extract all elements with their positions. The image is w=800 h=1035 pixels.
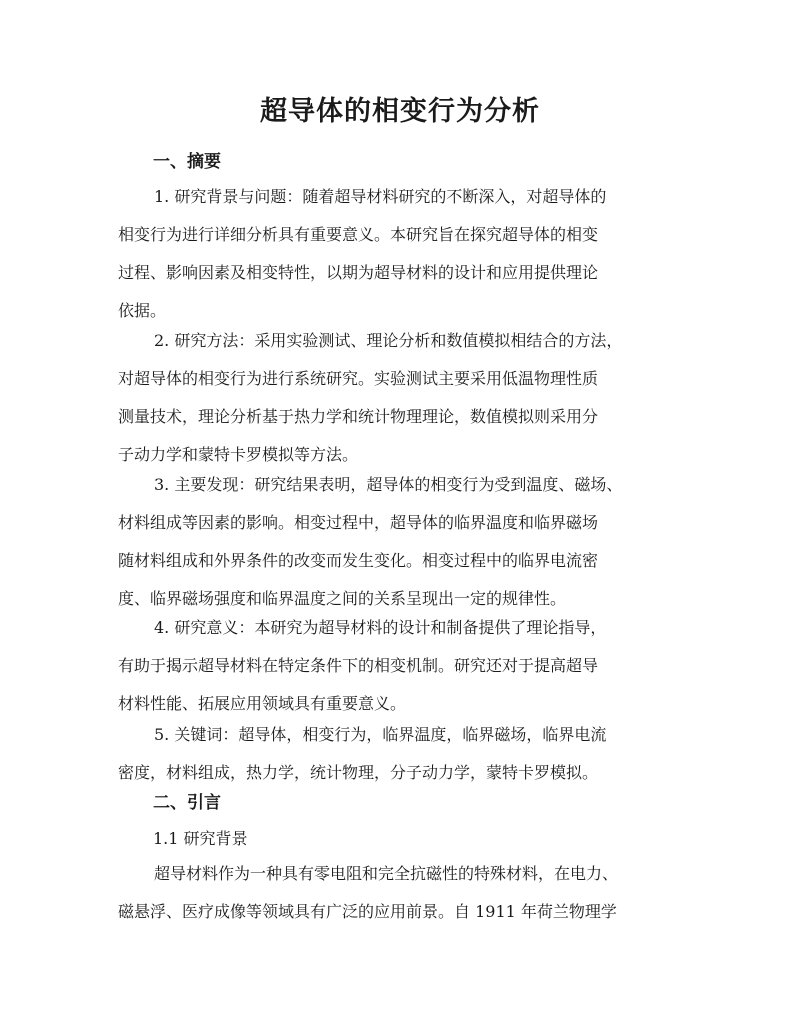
paragraph-line: 5. 关键词：超导体，相变行为，临界温度，临界磁场，临界电流 [154,725,607,744]
paragraph-line: 磁悬浮、医疗成像等领域具有广泛的应用前景。自 1911 年荷兰物理学 [118,902,617,921]
abstract-paragraph-2 [118,322,698,474]
subsection-heading-research-background: 1.1 研究背景 [153,829,248,848]
paragraph-line: 随材料组成和外界条件的改变而发生变化。相变过程中的临界电流密 [118,551,599,570]
paragraph-line: 3. 主要发现：研究结果表明，超导体的相变行为受到温度、磁场、 [154,475,623,494]
document-title: 超导体的相变行为分析 [260,96,540,127]
abstract-paragraph-1 [118,178,698,330]
paragraph-line: 材料组成等因素的影响。相变过程中，超导体的临界温度和临界磁场 [118,513,599,532]
paragraph-line: 相变行为进行详细分析具有重要意义。本研究旨在探究超导体的相变 [118,225,599,244]
intro-paragraph [118,855,698,931]
abstract-paragraph-5 [118,716,698,792]
paragraph-line: 子动力学和蒙特卡罗模拟等方法。 [118,445,359,464]
paragraph-line: 度、临界磁场强度和临界温度之间的关系呈现出一定的规律性。 [118,589,567,608]
abstract-paragraph-4 [118,609,698,723]
abstract-paragraph-3 [118,466,698,618]
paragraph-line: 测量技术，理论分析基于热力学和统计物理理论，数值模拟则采用分 [118,407,599,426]
paragraph-line: 2. 研究方法：采用实验测试、理论分析和数值模拟相结合的方法， [154,331,623,350]
paragraph-line: 4. 研究意义：本研究为超导材料的设计和制备提供了理论指导， [154,618,607,637]
paragraph-line: 依据。 [118,301,167,320]
section-heading-abstract: 一、摘要 [153,152,221,172]
paragraph-line: 超导材料作为一种具有零电阻和完全抗磁性的特殊材料，在电力、 [154,864,619,883]
paragraph-line: 对超导体的相变行为进行系统研究。实验测试主要采用低温物理性质 [118,369,599,388]
section-heading-introduction: 二、引言 [153,793,221,813]
paragraph-line: 材料性能、拓展应用领域具有重要意义。 [118,694,407,713]
paragraph-line: 过程、影响因素及相变特性，以期为超导材料的设计和应用提供理论 [118,263,599,282]
paragraph-line: 有助于揭示超导材料在特定条件下的相变机制。研究还对于提高超导 [118,656,599,675]
paragraph-line: 1. 研究背景与问题：随着超导材料研究的不断深入，对超导体的 [154,187,607,206]
paragraph-line: 密度，材料组成，热力学，统计物理，分子动力学，蒙特卡罗模拟。 [118,763,599,782]
